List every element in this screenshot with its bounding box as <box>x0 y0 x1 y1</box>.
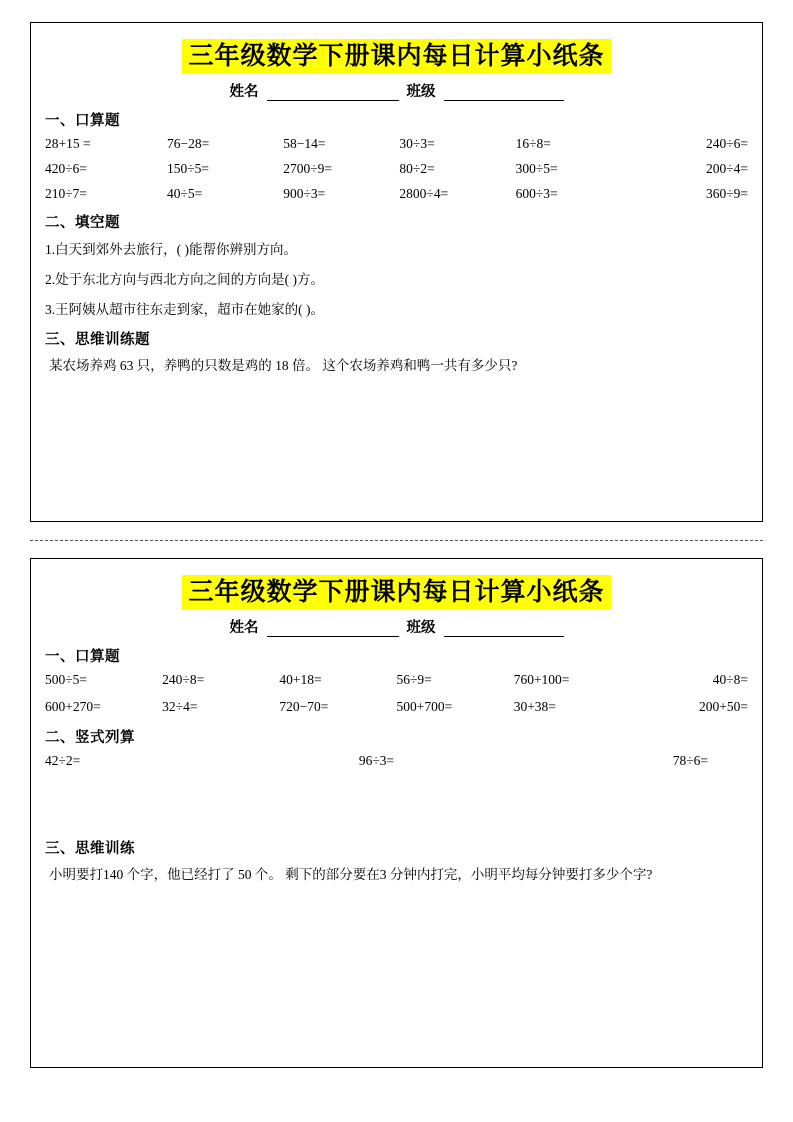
oral-problem: 28+15 = <box>45 136 91 152</box>
oral-problem: 720−70= <box>279 699 329 715</box>
oral-problem: 76−28= <box>167 136 210 152</box>
oral-problem: 210÷7= <box>45 186 88 202</box>
oral-problem: 360÷9= <box>706 186 749 202</box>
vertical-problem: 42÷2= <box>45 753 81 769</box>
thinking-problem-text: 小明要打140 个字，他已经打了 50 个。 剩下的部分要在3 分钟内打完，小明平均每分钟要打多少个字? <box>49 867 653 883</box>
vertical-work-area <box>45 769 748 829</box>
sheet-1-name-label: 姓名 <box>229 84 259 101</box>
oral-problem: 16÷8= <box>515 136 551 152</box>
table-row <box>45 672 748 688</box>
oral-problem: 150÷5= <box>167 161 210 177</box>
oral-problem: 56÷9= <box>396 672 432 688</box>
oral-problem: 600+270= <box>45 699 101 715</box>
sheet-1-class-label: 班级 <box>406 84 436 101</box>
oral-problem: 58−14= <box>283 136 326 152</box>
sheet-divider <box>30 522 763 558</box>
table-row <box>45 699 748 715</box>
oral-problem: 40+18= <box>279 672 322 688</box>
sheet-2-title-wrap <box>45 575 748 610</box>
sheet-1-title-wrap <box>45 39 748 74</box>
oral-problem: 2700÷9= <box>283 161 332 177</box>
worksheet-sheet-2 <box>30 558 763 1068</box>
sheet-2-name-blank[interactable] <box>267 622 399 637</box>
oral-problem: 240÷8= <box>162 672 205 688</box>
sheet-2-title: 三年级数学下册课内每日计算小纸条 <box>182 575 610 610</box>
sheet-2-section-2-heading: 二、竖式列算 <box>45 730 135 747</box>
oral-problem: 300÷5= <box>515 161 558 177</box>
oral-problem: 30+38= <box>513 699 556 715</box>
oral-problem: 40÷5= <box>167 186 203 202</box>
sheet-1-section-1-heading: 一、口算题 <box>45 113 120 130</box>
oral-problem: 240÷6= <box>706 136 749 152</box>
table-row <box>45 161 748 177</box>
sheet-1-name-blank[interactable] <box>267 86 399 101</box>
table-row <box>45 136 748 152</box>
oral-problem: 32÷4= <box>162 699 198 715</box>
oral-problem: 2800÷4= <box>399 186 449 202</box>
vertical-problem: 78÷6= <box>672 753 708 769</box>
fill-blank-item: 3.王阿姨从超市往东走到家，超市在她家的( )。 <box>45 302 324 318</box>
sheet-1-section-2-heading: 二、填空题 <box>45 215 120 232</box>
oral-problem: 30÷3= <box>399 136 435 152</box>
fill-blank-item: 1.白天到郊外去旅行，( )能帮你辨别方向。 <box>45 242 297 258</box>
fill-blank-item: 2.处于东北方向与西北方向之间的方向是( )方。 <box>45 272 324 288</box>
oral-problem: 600÷3= <box>515 186 558 202</box>
table-row <box>45 186 748 202</box>
sheet-2-name-class-row <box>45 616 748 637</box>
oral-problem: 420÷6= <box>45 161 88 177</box>
oral-problem: 760+100= <box>513 672 570 688</box>
thinking-problem-text: 某农场养鸡 63 只，养鸭的只数是鸡的 18 倍。 这个农场养鸡和鸭一共有多少只? <box>49 358 518 374</box>
sheet-1-section-3-heading: 三、思维训练题 <box>45 332 150 349</box>
divider-line <box>30 540 763 541</box>
oral-problem: 80÷2= <box>399 161 435 177</box>
sheet-2-class-blank[interactable] <box>444 622 564 637</box>
sheet-1-title: 三年级数学下册课内每日计算小纸条 <box>182 39 610 74</box>
oral-problem: 200+50= <box>699 699 749 715</box>
oral-problem: 900÷3= <box>283 186 326 202</box>
oral-problem: 40÷8= <box>712 672 749 688</box>
sheet-2-section-1-heading: 一、口算题 <box>45 649 120 666</box>
oral-problem: 200÷4= <box>706 161 749 177</box>
oral-problem: 500÷5= <box>45 672 88 688</box>
sheet-1-class-blank[interactable] <box>444 86 564 101</box>
sheet-1-name-class-row <box>45 80 748 101</box>
vertical-problem: 96÷3= <box>358 753 395 769</box>
sheet-2-name-label: 姓名 <box>229 620 259 637</box>
oral-problem: 500+700= <box>396 699 453 715</box>
thinking-work-area <box>45 886 748 916</box>
table-row <box>45 753 748 769</box>
sheet-2-class-label: 班级 <box>406 620 436 637</box>
sheet-2-section-3-heading: 三、思维训练 <box>45 841 135 858</box>
worksheet-sheet-1 <box>30 22 763 522</box>
